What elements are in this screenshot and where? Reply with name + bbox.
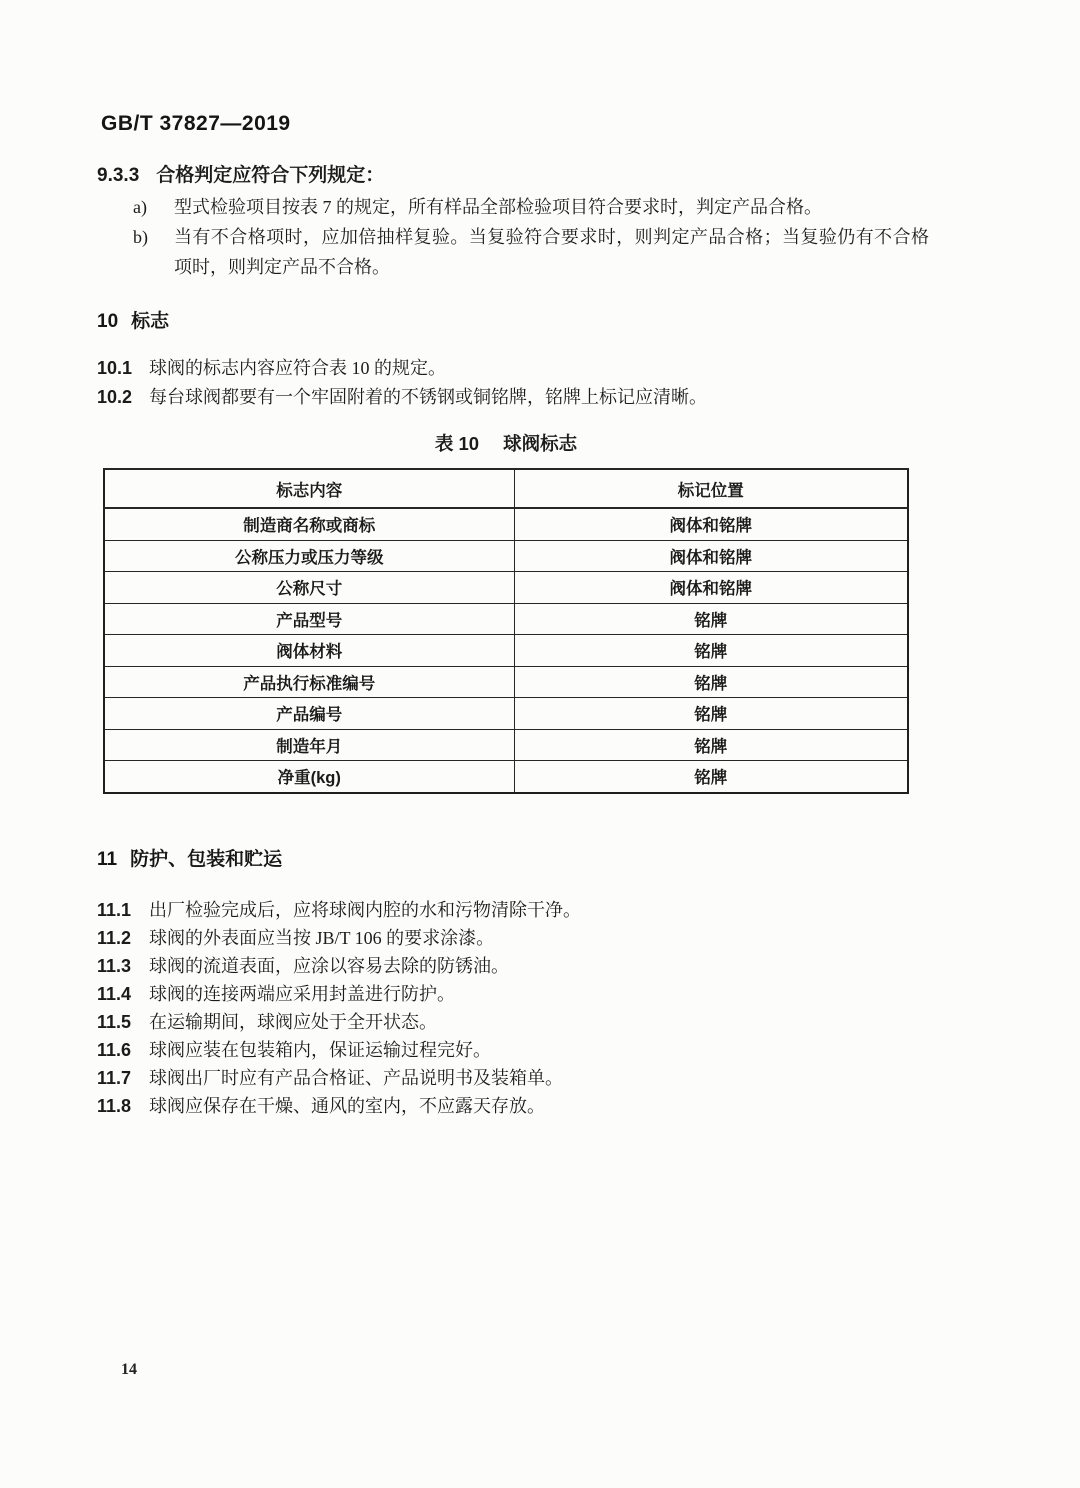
list-item-text: 当有不合格项时，应加倍抽样复验。当复验符合要求时，则判定产品合格；当复验仍有不合格项时，则判定产品不合格。 (174, 227, 929, 277)
clause-number: 11.5 (97, 1012, 132, 1032)
list-item-label: b) (133, 227, 148, 247)
standard-code-header: GB/T 37827—2019 (101, 112, 291, 135)
clause-number: 10.1 (97, 358, 133, 378)
clause-text: 球阀应装在包装箱内，保证运输过程完好。 (149, 1040, 491, 1060)
table-row (104, 698, 908, 730)
cell-marking-content: 阀体材料 (104, 635, 514, 667)
clause-number: 11.1 (97, 900, 132, 920)
cell-marking-position: 铭牌 (514, 729, 908, 761)
clause-10-1 (97, 354, 707, 383)
cell-marking-content: 产品型号 (104, 603, 514, 635)
table-row (104, 666, 908, 698)
table-row (104, 729, 908, 761)
clause-text: 球阀出厂时应有产品合格证、产品说明书及装箱单。 (149, 1068, 563, 1088)
table-body (104, 508, 908, 793)
page-number: 14 (121, 1361, 137, 1378)
section-title: 防护、包装和贮运 (130, 849, 283, 870)
cell-marking-position: 阀体和铭牌 (514, 508, 908, 540)
clause-title: 合格判定应符合下列规定： (156, 165, 385, 186)
table-caption-title: 球阀标志 (503, 433, 578, 454)
clause-9-3-3-list (133, 192, 945, 282)
list-item-label: a) (133, 197, 147, 217)
table-caption-label: 表 10 (434, 433, 480, 454)
clause-11-1 (97, 896, 581, 924)
clause-11-3 (97, 952, 581, 980)
section-number: 10 (97, 311, 119, 332)
clause-10-2 (97, 383, 707, 412)
clause-number: 11.3 (97, 956, 132, 976)
clause-number: 11.7 (97, 1068, 132, 1088)
table-row (104, 635, 908, 667)
table-row (104, 761, 908, 793)
clause-text: 球阀的流道表面，应涂以容易去除的防锈油。 (149, 956, 509, 976)
cell-marking-position: 阀体和铭牌 (514, 540, 908, 572)
section-10-heading (97, 306, 169, 333)
table-header (104, 469, 908, 508)
section-10-clauses (97, 354, 707, 412)
table-row (104, 603, 908, 635)
clause-11-5 (97, 1008, 581, 1036)
cell-marking-position: 铭牌 (514, 666, 908, 698)
clause-text: 球阀应保存在干燥、通风的室内，不应露天存放。 (149, 1096, 545, 1116)
section-11-clauses (97, 896, 581, 1120)
clause-text: 出厂检验完成后，应将球阀内腔的水和污物清除干净。 (149, 900, 581, 920)
list-item-text: 型式检验项目按表 7 的规定，所有样品全部检验项目符合要求时，判定产品合格。 (174, 197, 822, 217)
cell-marking-content: 产品执行标准编号 (104, 666, 514, 698)
cell-marking-content: 制造年月 (104, 729, 514, 761)
column-header-marking-content: 标志内容 (104, 469, 514, 508)
cell-marking-content: 制造商名称或商标 (104, 508, 514, 540)
clause-11-7 (97, 1064, 581, 1092)
clause-11-8 (97, 1092, 581, 1120)
column-header-marking-position: 标记位置 (514, 469, 908, 508)
clause-text: 球阀的外表面应当按 JB/T 106 的要求涂漆。 (149, 928, 495, 948)
cell-marking-content: 产品编号 (104, 698, 514, 730)
clause-text: 球阀的标志内容应符合表 10 的规定。 (149, 358, 446, 378)
table-10-caption (103, 430, 909, 456)
section-number: 11 (97, 849, 118, 870)
clause-text: 球阀的连接两端应采用封盖进行防护。 (149, 984, 455, 1004)
cell-marking-content: 公称压力或压力等级 (104, 540, 514, 572)
cell-marking-position: 铭牌 (514, 698, 908, 730)
section-11-heading (97, 844, 282, 871)
table-row (104, 540, 908, 572)
clause-text: 每台球阀都要有一个牢固附着的不锈钢或铜铭牌，铭牌上标记应清晰。 (149, 387, 707, 407)
cell-marking-content: 公称尺寸 (104, 572, 514, 604)
section-title: 标志 (131, 311, 170, 332)
clause-number: 11.8 (97, 1096, 132, 1116)
clause-number: 9.3.3 (97, 165, 140, 186)
clause-11-6 (97, 1036, 581, 1064)
clause-11-4 (97, 980, 581, 1008)
table-row (104, 572, 908, 604)
list-item-a (133, 192, 945, 222)
clause-11-2 (97, 924, 581, 952)
cell-marking-position: 铭牌 (514, 761, 908, 793)
clause-number: 11.6 (97, 1040, 132, 1060)
cell-marking-position: 铭牌 (514, 635, 908, 667)
list-item-b (133, 222, 945, 282)
clause-number: 10.2 (97, 387, 133, 407)
table-row (104, 508, 908, 540)
cell-marking-position: 阀体和铭牌 (514, 572, 908, 604)
table-header-row (104, 469, 908, 508)
table-10-ball-valve-marking (103, 468, 909, 794)
clause-9-3-3-heading (97, 160, 384, 187)
clause-number: 11.4 (97, 984, 132, 1004)
clause-text: 在运输期间，球阀应处于全开状态。 (149, 1012, 437, 1032)
cell-marking-content: 净重(kg) (104, 761, 514, 793)
cell-marking-position: 铭牌 (514, 603, 908, 635)
clause-number: 11.2 (97, 928, 132, 948)
